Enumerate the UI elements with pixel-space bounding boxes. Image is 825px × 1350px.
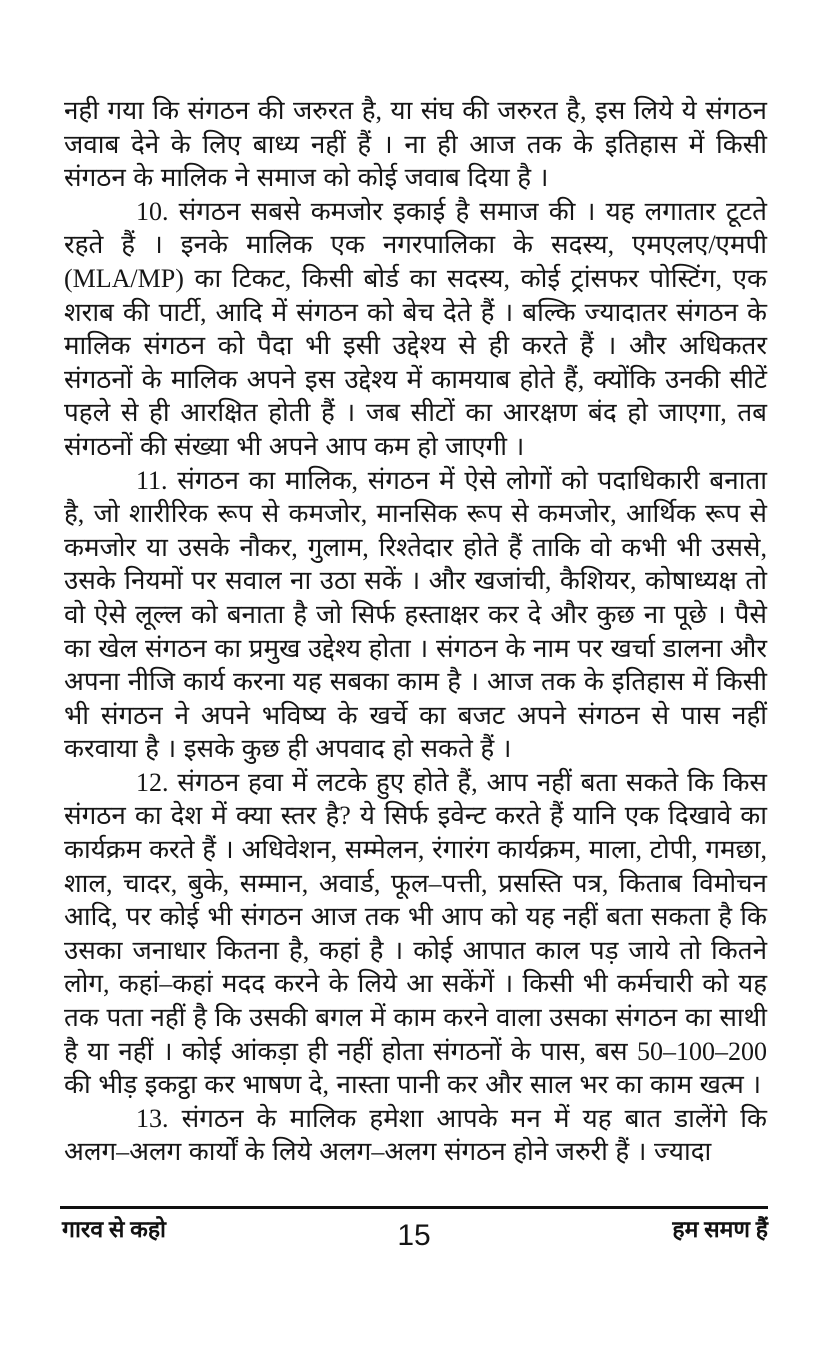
paragraph-12: 12. संगठन हवा में लटके हुए होते हैं, आप नहीं बता सकते कि किस संगठन का देश में क्या स्तर है? ये सिर्फ इवेन्ट करते हैं यानि एक दिखावे का कार्यक्रम करते हैं । अधिवेशन, सम्मेलन, रंगारंग कार्यक्रम, माला, टोपी, गमछा, शाल, चादर, बुके, सम्मान, अवार्ड, फूल–पत्ती, प्रसस्ति पत्र, किताब विमोचन आदि, पर कोई भी संगठन आज तक भी आप को यह नहीं बता सकता है कि उसका जनाधार कितना है, कहां है । कोई आपात काल पड़ जाये तो कितने लोग, कहां–कहां मदद करने के लिये आ सकेंगें । किसी भी कर्मचारी को यह तक पता नहीं है कि उसकी बगल में काम करने वाला उसका संगठन का साथी है या नहीं । कोई आंकड़ा ही नहीं होता संगठनों के पास, बस 50–100–200 की भीड़ इकट्ठा कर भाषण दे, नास्ता पानी कर और साल भर का काम खत्म । xyxy=(64,767,768,1100)
page-footer xyxy=(60,1206,768,1252)
page-body xyxy=(64,94,767,1169)
page-number: 15 xyxy=(397,1219,431,1252)
paragraph-13: 13. संगठन के मालिक हमेशा आपके मन में यह बात डालेंगे कि अलग–अलग कार्यों के लिये अलग–अलग संगठन होने जरुरी हैं । ज्यादा xyxy=(64,1103,767,1167)
paragraph-continuation: नही गया कि संगठन की जरुरत है, या संघ की जरुरत है, इस लिये ये संगठन जवाब देने के लिए बाध्य नहीं हैं । ना ही आज तक के इतिहास में किसी संगठन के मालिक ने समाज को कोई जवाब दिया है । xyxy=(64,96,767,193)
footer-series-title: हम समण हैं xyxy=(672,1217,768,1242)
footer-book-title: गारव से कहो xyxy=(62,1217,166,1242)
paragraph-11: 11. संगठन का मालिक, संगठन में ऐसे लोगों को पदाधिकारी बनाता है, जो शारीरिक रूप से कमजोर, मानसिक रूप से कमजोर, आर्थिक रूप से कमजोर या उसके नौकर, गुलाम, रिश्तेदार होते हैं ताकि वो कभी भी उससे, उसके नियमों पर सवाल ना उठा सकें । और खजांची, कैशियर, कोषाध्यक्ष तो वो ऐसे लूल्ल को बनाता है जो सिर्फ हस्ताक्षर कर दे और कुछ ना पूछे । पैसे का खेल संगठन का प्रमुख उद्देश्य होता । संगठन के नाम पर खर्चा डालना और अपना नीजि कार्य करना यह सबका काम है । आज तक के इतिहास में किसी भी संगठन ने अपने भविष्य के खर्चे का बजट अपने संगठन से पास नहीं करवाया है । इसके कुछ ही अपवाद हो सकते हैं । xyxy=(64,465,767,764)
paragraph-10: 10. संगठन सबसे कमजोर इकाई है समाज की । यह लगातार टूटते रहते हैं । इनके मालिक एक नगरपालिका के सदस्य, एमएलए/एमपी (MLA/MP) का टिकट, किसी बोर्ड का सदस्य, कोई ट्रांसफर पोस्टिंग, एक शराब की पार्टी, आदि में संगठन को बेच देते हैं । बल्कि ज्यादातर संगठन के मालिक संगठन को पैदा भी इसी उद्देश्य से ही करते हैं । और अधिकतर संगठनों के मालिक अपने इस उद्देश्य में कामयाब होते हैं, क्योंकि उनकी सीटें पहले से ही आरक्षित होती हैं । जब सीटों का आरक्षण बंद हो जाएगा, तब संगठनों की संख्या भी अपने आप कम हो जाएगी । xyxy=(64,196,767,461)
